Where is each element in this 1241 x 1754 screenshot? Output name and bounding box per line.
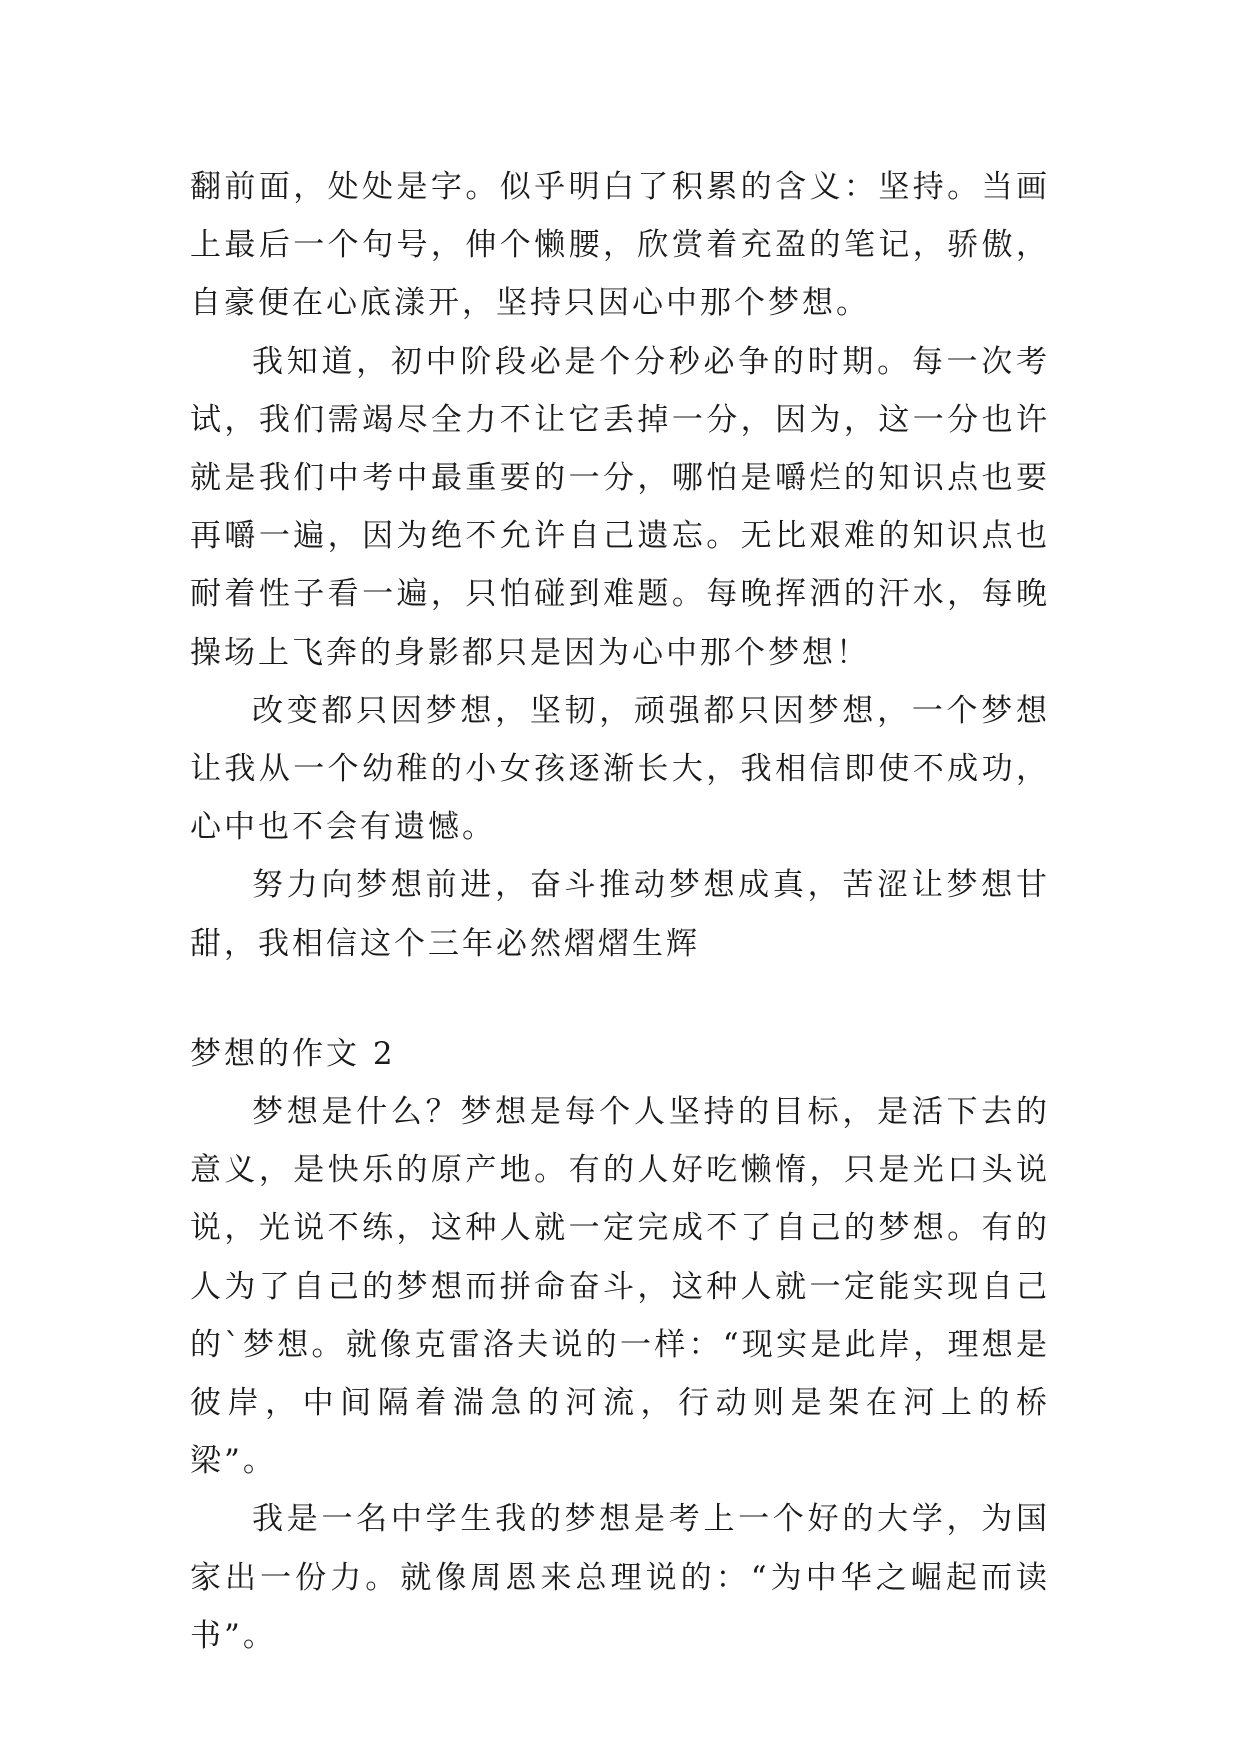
paragraph: 我知道，初中阶段必是个分秒必争的时期。每一次考试，我们需竭尽全力不让它丢掉一分，因为，这一分也许就是我们中考中最重要的一分，哪怕是嚼烂的知识点也要再嚼一遍，因为绝不允许自己遗忘。无比艰难的知识点也耐着性子看一遍，只怕碰到难题。每晚挥洒的汗水，每晚操场上飞奔的身影都只是因为心中那个梦想！ <box>190 343 1050 671</box>
paragraph: 努力向梦想前进，奋斗推动梦想成真，苦涩让梦想甘甜，我相信这个三年必然熠熠生辉 <box>190 867 1050 962</box>
paragraph: 梦想是什么？梦想是每个人坚持的目标，是活下去的意义，是快乐的原产地。有的人好吃懒惰，只是光口头说说，光说不练，这种人就一定完成不了自己的梦想。有的人为了自己的梦想而拼命奋斗，这种人就一定能实现自己的`梦想。就像克雷洛夫说的一样：“现实是此岸，理想是彼岸，中间隔着湍急的河流，行动则是架在河上的桥梁”。 <box>190 1094 1050 1480</box>
paragraph: 我是一名中学生我的梦想是考上一个好的大学，为国家出一份力。就像周恩来总理说的：“为中华之崛起而读书”。 <box>190 1501 1050 1654</box>
section-title: 梦想的作文 2 <box>190 1035 396 1072</box>
document-body <box>190 158 1050 1665</box>
paragraph-continued: 翻前面，处处是字。似乎明白了积累的含义：坚持。当画上最后一个句号，伸个懒腰，欣赏着充盈的笔记，骄傲，自豪便在心底漾开，坚持只因心中那个梦想。 <box>190 169 1050 322</box>
paragraph: 改变都只因梦想，坚韧，顽强都只因梦想，一个梦想让我从一个幼稚的小女孩逐渐长大，我相信即使不成功，心中也不会有遗憾。 <box>190 692 1050 846</box>
